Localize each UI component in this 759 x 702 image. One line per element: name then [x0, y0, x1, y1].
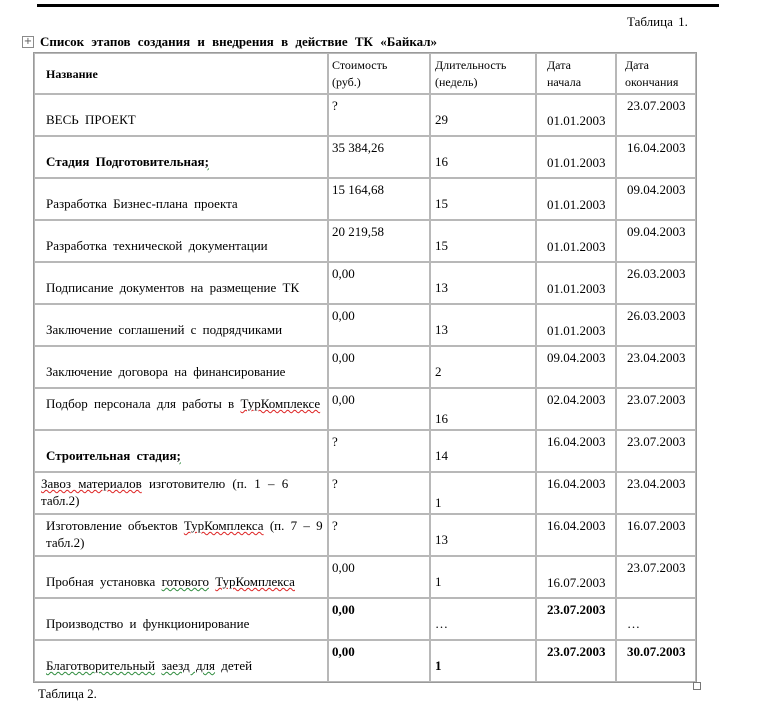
cell-name[interactable]: Изготовление объектов ТурКомплекса (п. 7 – 9 табл.2) — [34, 514, 328, 556]
cell-name[interactable]: Подписание документов на размещение ТК — [34, 262, 328, 304]
table-row — [34, 430, 696, 472]
cell-start-date[interactable]: 23.07.2003 — [536, 598, 616, 640]
cell-start-date[interactable]: 16.04.2003 — [536, 430, 616, 472]
cell-end-date[interactable]: 16.07.2003 — [616, 514, 696, 556]
cell-start-date[interactable]: 01.01.2003 — [536, 94, 616, 136]
cell-duration[interactable]: 1 — [430, 556, 536, 598]
table-row — [34, 346, 696, 388]
cell-end-date[interactable]: … — [616, 598, 696, 640]
table-row — [34, 640, 696, 682]
table-row — [34, 388, 696, 430]
cell-name[interactable]: Подбор персонала для работы в ТурКомплексе — [34, 388, 328, 430]
header-duration[interactable]: Длительность (недель) — [430, 53, 536, 94]
cell-end-date[interactable]: 23.07.2003 — [616, 94, 696, 136]
cell-start-date[interactable]: 01.01.2003 — [536, 220, 616, 262]
cell-cost[interactable]: 0,00 — [328, 262, 430, 304]
cell-duration[interactable]: 15 — [430, 178, 536, 220]
cell-duration[interactable]: 16 — [430, 136, 536, 178]
cell-name[interactable]: Пробная установка готового ТурКомплекса — [34, 556, 328, 598]
cell-name[interactable]: Производство и функционирование — [34, 598, 328, 640]
cell-cost[interactable]: ? — [328, 430, 430, 472]
cell-name[interactable]: Строительная стадия; — [34, 430, 328, 472]
cell-duration[interactable]: 1 — [430, 640, 536, 682]
project-stages-table — [33, 52, 697, 683]
cell-end-date[interactable]: 26.03.2003 — [616, 262, 696, 304]
cell-cost[interactable]: 35 384,26 — [328, 136, 430, 178]
cell-end-date[interactable]: 23.07.2003 — [616, 556, 696, 598]
cell-end-date[interactable]: 23.07.2003 — [616, 430, 696, 472]
table-row — [34, 220, 696, 262]
cell-end-date[interactable]: 23.07.2003 — [616, 388, 696, 430]
table-row — [34, 472, 696, 514]
cell-start-date[interactable]: 23.07.2003 — [536, 640, 616, 682]
table-move-handle-icon[interactable]: + — [23, 36, 33, 47]
cell-end-date[interactable]: 23.04.2003 — [616, 346, 696, 388]
header-start-date[interactable]: Дата начала — [536, 53, 616, 94]
cell-start-date[interactable]: 16.04.2003 — [536, 472, 616, 514]
table-row — [34, 178, 696, 220]
cell-start-date[interactable]: 09.04.2003 — [536, 346, 616, 388]
cell-name[interactable]: Завоз материалов изготовителю (п. 1 – 6 табл.2) — [34, 472, 328, 514]
cell-cost[interactable]: 0,00 — [328, 640, 430, 682]
table-row — [34, 136, 696, 178]
cell-duration[interactable]: 13 — [430, 304, 536, 346]
cell-cost[interactable]: ? — [328, 472, 430, 514]
cell-duration[interactable]: … — [430, 598, 536, 640]
cell-end-date[interactable]: 26.03.2003 — [616, 304, 696, 346]
cell-cost[interactable]: 0,00 — [328, 304, 430, 346]
cell-start-date[interactable]: 02.04.2003 — [536, 388, 616, 430]
cell-end-date[interactable]: 16.04.2003 — [616, 136, 696, 178]
cell-duration[interactable]: 13 — [430, 262, 536, 304]
cell-start-date[interactable]: 01.01.2003 — [536, 136, 616, 178]
next-table-caption: Таблица 2. — [38, 686, 97, 701]
cell-cost[interactable]: 15 164,68 — [328, 178, 430, 220]
cell-start-date[interactable]: 01.01.2003 — [536, 178, 616, 220]
table-caption: Таблица 1. — [627, 14, 688, 29]
cell-end-date[interactable]: 09.04.2003 — [616, 220, 696, 262]
header-cost[interactable]: Стоимость (руб.) — [328, 53, 430, 94]
cell-cost[interactable]: ? — [328, 94, 430, 136]
header-end-date[interactable]: Дата окончания — [616, 53, 696, 94]
cell-name[interactable]: Благотворительный заезд для детей — [34, 640, 328, 682]
cell-start-date[interactable]: 01.01.2003 — [536, 304, 616, 346]
cell-cost[interactable]: 0,00 — [328, 556, 430, 598]
table-resize-handle[interactable] — [693, 682, 701, 690]
cell-duration[interactable]: 15 — [430, 220, 536, 262]
cell-name[interactable]: Стадия Подготовительная; — [34, 136, 328, 178]
cell-name[interactable]: Разработка Бизнес-плана проекта — [34, 178, 328, 220]
table-title: Список этапов создания и внедрения в действие ТК «Байкал» — [40, 34, 438, 49]
cell-cost[interactable]: 0,00 — [328, 598, 430, 640]
cell-duration[interactable]: 1 — [430, 472, 536, 514]
cell-cost[interactable]: ? — [328, 514, 430, 556]
cell-duration[interactable]: 29 — [430, 94, 536, 136]
cell-name[interactable]: ВЕСЬ ПРОЕКТ — [34, 94, 328, 136]
cell-cost[interactable]: 0,00 — [328, 346, 430, 388]
cell-name[interactable]: Заключение договора на финансирование — [34, 346, 328, 388]
cell-start-date[interactable]: 16.07.2003 — [536, 556, 616, 598]
cell-duration[interactable]: 14 — [430, 430, 536, 472]
cell-start-date[interactable]: 16.04.2003 — [536, 514, 616, 556]
cell-name[interactable]: Заключение соглашений с подрядчиками — [34, 304, 328, 346]
cell-name[interactable]: Разработка технической документации — [34, 220, 328, 262]
cell-end-date[interactable]: 30.07.2003 — [616, 640, 696, 682]
table-row — [34, 262, 696, 304]
table-row — [34, 304, 696, 346]
table-row — [34, 556, 696, 598]
top-border-rule — [37, 4, 719, 7]
cell-duration[interactable]: 16 — [430, 388, 536, 430]
cell-end-date[interactable]: 23.04.2003 — [616, 472, 696, 514]
table-row — [34, 598, 696, 640]
cell-end-date[interactable]: 09.04.2003 — [616, 178, 696, 220]
header-row — [34, 53, 696, 94]
cell-start-date[interactable]: 01.01.2003 — [536, 262, 616, 304]
cell-duration[interactable]: 2 — [430, 346, 536, 388]
header-name[interactable]: Название — [34, 53, 328, 94]
table-row — [34, 94, 696, 136]
cell-duration[interactable]: 13 — [430, 514, 536, 556]
cell-cost[interactable]: 0,00 — [328, 388, 430, 430]
cell-cost[interactable]: 20 219,58 — [328, 220, 430, 262]
table-row — [34, 514, 696, 556]
